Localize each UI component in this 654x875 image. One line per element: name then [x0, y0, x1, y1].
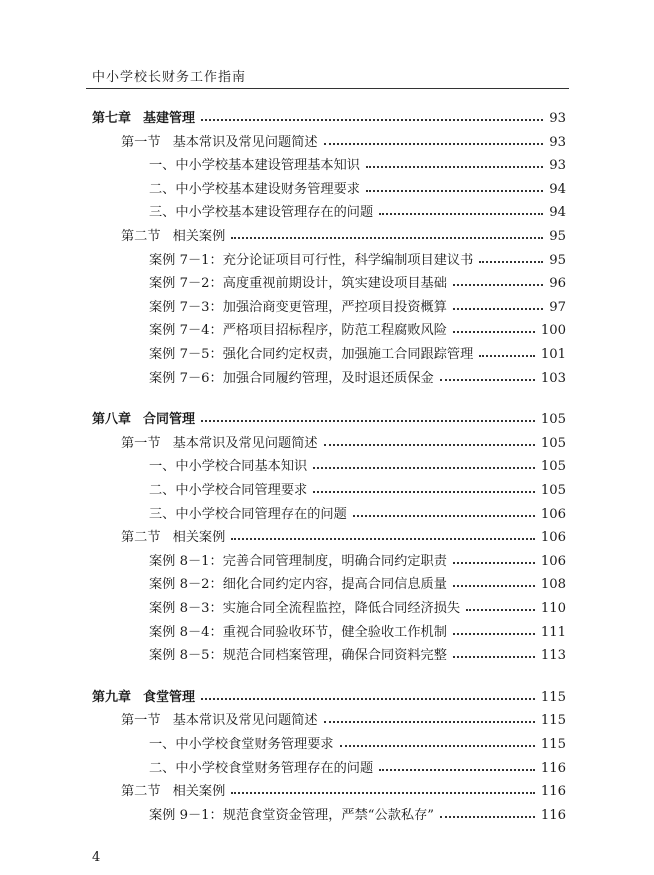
- dot-leader: [313, 491, 535, 493]
- toc-chapter-entry[interactable]: [92, 685, 566, 705]
- toc-item-entry[interactable]: [149, 756, 566, 776]
- toc-chapter-entry[interactable]: [92, 407, 566, 427]
- page-ref: 115: [540, 713, 566, 729]
- dot-leader: [340, 745, 535, 747]
- page-ref: 106: [540, 530, 566, 546]
- toc-section-entry-label: [121, 225, 225, 244]
- item-title: 一、中小学校食堂财务管理要求: [149, 737, 334, 752]
- toc-chapter-entry[interactable]: [92, 106, 566, 126]
- page-ref: 95: [549, 252, 566, 268]
- toc-item-entry-label: [149, 479, 307, 498]
- section-number: 第一节: [121, 134, 161, 150]
- item-title: 一、中小学校基本建设管理基本知识: [149, 158, 360, 174]
- item-title: 二、中小学校基本建设财务管理要求: [149, 181, 360, 197]
- section-number: 第二节: [121, 229, 161, 244]
- toc-item-entry[interactable]: [149, 342, 566, 362]
- running-title: 中小学校长财务工作指南: [92, 70, 247, 85]
- toc-section-entry-label: [121, 131, 318, 150]
- dot-leader: [231, 792, 535, 794]
- section-number: 第二节: [121, 530, 161, 546]
- item-title: 案例 7－6：加强合同履约管理，及时退还质保金: [149, 370, 434, 386]
- toc-chapter-entry-label: [92, 686, 195, 705]
- dot-leader: [379, 213, 543, 215]
- toc-item-entry[interactable]: [149, 803, 566, 823]
- page-ref: 111: [540, 624, 566, 640]
- dot-leader: [324, 143, 544, 145]
- dot-leader: [201, 698, 535, 700]
- toc-item-entry-label: [149, 249, 473, 268]
- toc-item-entry[interactable]: [149, 596, 566, 616]
- dot-leader: [440, 379, 535, 381]
- item-title: 三、中小学校基本建设管理存在的问题: [149, 205, 374, 221]
- toc-item-entry-label: [149, 272, 447, 291]
- dot-leader: [231, 237, 543, 239]
- toc-item-entry-label: [149, 573, 447, 592]
- toc-item-entry-label: [149, 178, 360, 197]
- item-title: 案例 8－3：实施合同全流程监控，降低合同经济损失: [149, 601, 461, 616]
- toc-item-entry[interactable]: [149, 271, 566, 291]
- dot-leader: [479, 261, 543, 263]
- toc-item-entry[interactable]: [149, 572, 566, 592]
- dot-leader: [201, 420, 535, 422]
- dot-leader: [453, 633, 535, 635]
- page-ref: 103: [540, 370, 566, 386]
- section-title: 相关案例: [172, 530, 226, 546]
- toc-item-entry-label: [149, 644, 447, 663]
- item-title: 案例 7－2：高度重视前期设计，筑实建设项目基础: [149, 276, 447, 292]
- toc-section-entry[interactable]: [121, 779, 566, 799]
- item-title: 二、中小学校食堂财务管理存在的问题: [149, 760, 374, 776]
- item-title: 案例 7－5：强化合同约定权责，加强施工合同跟踪管理: [149, 347, 474, 362]
- item-title: 二、中小学校合同管理要求: [149, 483, 308, 498]
- toc-chapter-entry-label: [92, 408, 195, 427]
- toc-item-entry-label: [149, 597, 460, 616]
- toc-section-entry[interactable]: [121, 431, 566, 451]
- page-ref: 115: [540, 737, 566, 752]
- toc-chapter-entry-label: [92, 107, 195, 126]
- page-ref: 105: [540, 412, 566, 428]
- dot-leader: [353, 515, 535, 517]
- toc-item-entry[interactable]: [149, 318, 566, 338]
- page-ref: 105: [540, 459, 566, 475]
- page-ref: 110: [540, 601, 566, 616]
- dot-leader: [313, 467, 535, 469]
- dot-leader: [453, 308, 543, 310]
- section-title: 相关案例: [172, 229, 226, 244]
- page-ref: 108: [540, 577, 566, 593]
- toc-item-entry-label: [149, 296, 447, 315]
- page-ref: 105: [540, 435, 566, 451]
- page-ref: 116: [540, 760, 566, 776]
- chapter-number: 第七章: [92, 111, 132, 126]
- dot-leader: [324, 721, 535, 723]
- chapter-title: 基建管理: [143, 111, 196, 126]
- dot-leader: [366, 190, 543, 192]
- item-title: 案例 8－1：完善合同管理制度，明确合同约定职责: [149, 553, 447, 569]
- page-number: 4: [92, 850, 101, 865]
- toc-item-entry-label: [149, 343, 473, 362]
- dot-leader: [453, 562, 535, 564]
- toc-item-entry[interactable]: [149, 153, 566, 173]
- page-ref: 96: [549, 276, 566, 292]
- section-number: 第二节: [121, 784, 161, 800]
- page-ref: 95: [549, 229, 566, 244]
- dot-leader: [440, 816, 535, 818]
- toc-item-entry[interactable]: [149, 620, 566, 640]
- toc-section-entry-label: [121, 432, 318, 451]
- section-title: 相关案例: [172, 784, 226, 800]
- page-ref: 105: [540, 483, 566, 498]
- toc-item-entry[interactable]: [149, 478, 566, 498]
- toc-section-entry-label: [121, 526, 225, 545]
- toc-section-entry-label: [121, 709, 318, 728]
- page-ref: 113: [540, 648, 566, 664]
- toc-item-entry-label: [149, 804, 434, 823]
- toc-item-entry-label: [149, 621, 447, 640]
- page-ref: 93: [549, 158, 566, 174]
- toc-item-entry-label: [149, 319, 447, 338]
- section-title: 基本常识及常见问题简述: [172, 134, 318, 150]
- dot-leader: [379, 769, 535, 771]
- toc-item-entry[interactable]: [149, 643, 566, 663]
- page-ref: 106: [540, 553, 566, 569]
- dot-leader: [479, 355, 535, 357]
- dot-leader: [453, 656, 535, 658]
- dot-leader: [201, 119, 543, 121]
- item-title: 案例 7－4：严格项目招标程序，防范工程腐败风险: [149, 323, 447, 339]
- toc-item-entry-label: [149, 733, 334, 752]
- item-title: 案例 8－5：规范合同档案管理，确保合同资料完整: [149, 648, 447, 664]
- toc-section-entry[interactable]: [121, 224, 566, 244]
- page-ref: 94: [549, 205, 566, 221]
- page-ref: 97: [549, 299, 566, 315]
- item-title: 一、中小学校合同基本知识: [149, 459, 308, 475]
- page-ref: 93: [549, 111, 566, 126]
- dot-leader: [324, 444, 535, 446]
- page-ref: 116: [540, 784, 566, 800]
- item-title: 案例 7－3：加强洽商变更管理，严控项目投资概算: [149, 299, 447, 315]
- toc-item-entry[interactable]: [149, 248, 566, 268]
- item-title: 案例 8－4：重视合同验收环节，健全验收工作机制: [149, 624, 447, 640]
- section-title: 基本常识及常见问题简述: [172, 435, 318, 451]
- toc-section-entry[interactable]: [121, 525, 566, 545]
- toc-item-entry[interactable]: [149, 732, 566, 752]
- toc-item-entry[interactable]: [149, 177, 566, 197]
- toc-item-entry[interactable]: [149, 454, 566, 474]
- item-title: 案例 8－2：细化合同约定内容，提高合同信息质量: [149, 577, 447, 593]
- dot-leader: [453, 331, 535, 333]
- page-ref: 115: [540, 689, 566, 705]
- toc-item-entry-label: [149, 757, 373, 776]
- toc-item-entry-label: [149, 367, 434, 386]
- header-rule: [86, 88, 569, 89]
- toc-section-entry[interactable]: [121, 130, 566, 150]
- item-title: 案例 9－1：规范食堂资金管理，严禁“公款私存”: [149, 807, 435, 823]
- toc-item-entry-label: [149, 455, 307, 474]
- toc-item-entry-label: [149, 550, 447, 569]
- page-ref: 116: [540, 807, 566, 823]
- toc-item-entry[interactable]: [149, 502, 566, 522]
- toc-item-entry[interactable]: [149, 549, 566, 569]
- page-ref: 93: [549, 134, 566, 150]
- chapter-number: 第八章: [92, 412, 132, 428]
- toc-item-entry-label: [149, 503, 347, 522]
- dot-leader: [466, 609, 535, 611]
- item-title: 案例 7－1：充分论证项目可行性，科学编制项目建议书: [149, 252, 474, 268]
- toc-item-entry-label: [149, 154, 360, 173]
- toc-item-entry[interactable]: [149, 200, 566, 220]
- section-number: 第一节: [121, 713, 161, 729]
- page-ref: 94: [549, 181, 566, 197]
- chapter-number: 第九章: [92, 689, 132, 705]
- section-number: 第一节: [121, 435, 161, 451]
- page-ref: 106: [540, 506, 566, 522]
- dot-leader: [453, 585, 535, 587]
- dot-leader: [231, 538, 535, 540]
- dot-leader: [453, 284, 543, 286]
- section-title: 基本常识及常见问题简述: [172, 713, 318, 729]
- chapter-title: 合同管理: [143, 412, 196, 428]
- dot-leader: [366, 166, 543, 168]
- toc-item-entry-label: [149, 201, 373, 220]
- item-title: 三、中小学校合同管理存在的问题: [149, 506, 347, 522]
- toc-section-entry-label: [121, 780, 225, 799]
- toc-item-entry[interactable]: [149, 366, 566, 386]
- page-ref: 100: [540, 323, 566, 339]
- toc-item-entry[interactable]: [149, 295, 566, 315]
- chapter-title: 食堂管理: [143, 689, 196, 705]
- toc-section-entry[interactable]: [121, 708, 566, 728]
- page-ref: 101: [540, 347, 566, 362]
